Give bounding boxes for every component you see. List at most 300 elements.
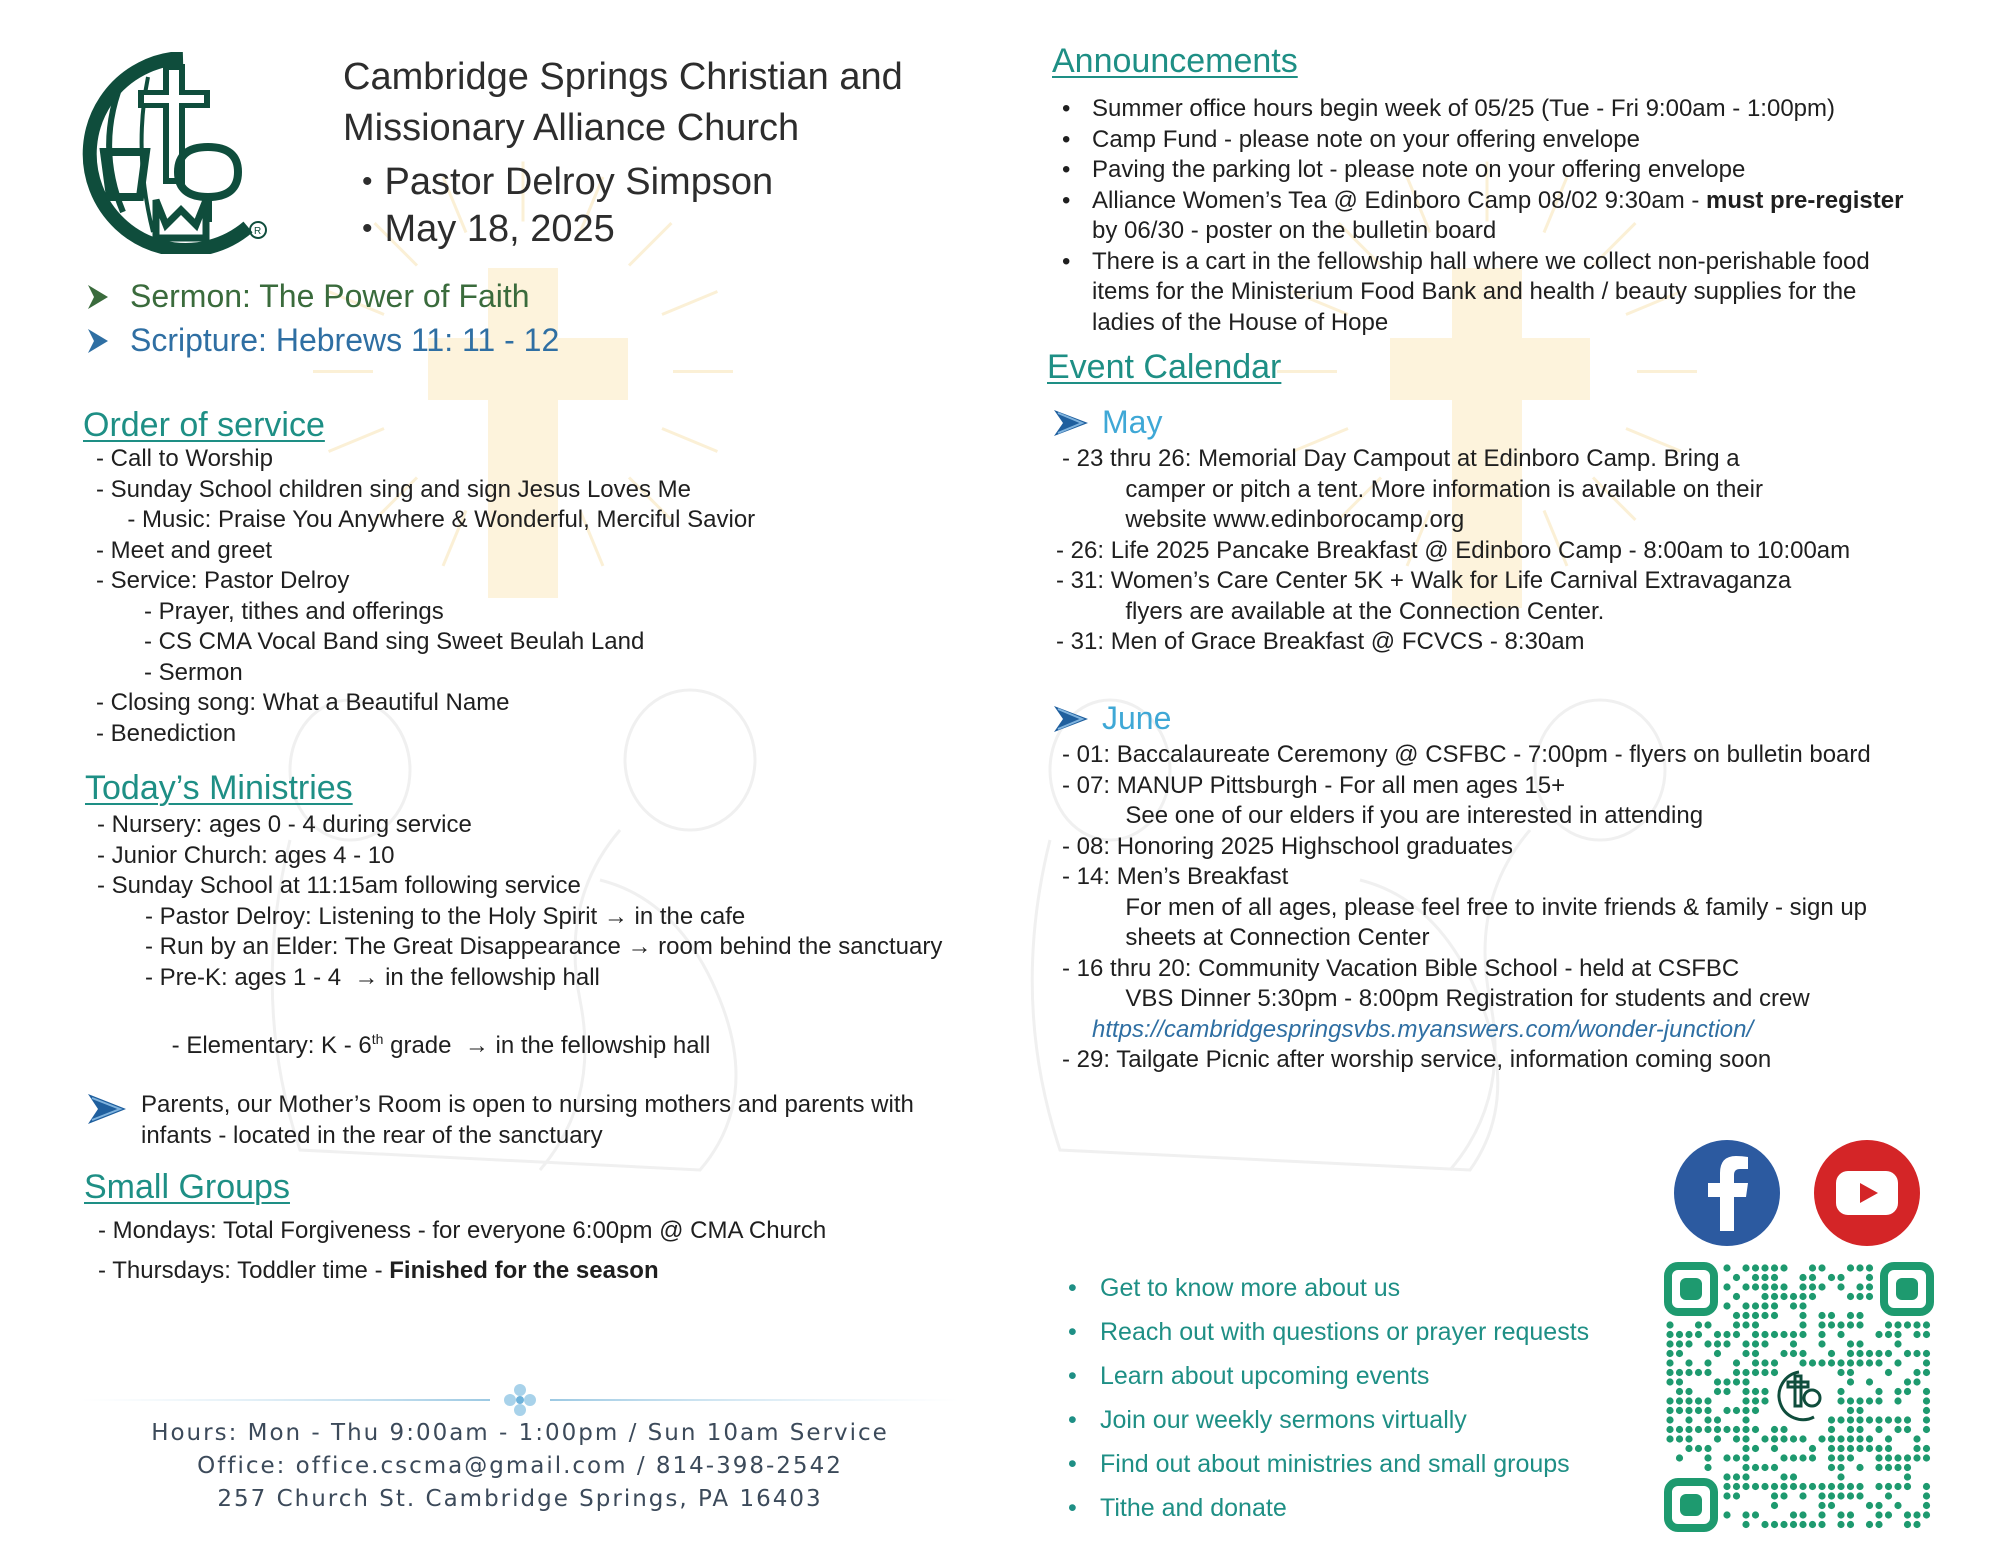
- qr-module: [1809, 1521, 1816, 1528]
- qr-module: [1866, 1445, 1873, 1452]
- june-events-list: [1062, 740, 1871, 1076]
- qr-module: [1733, 1274, 1740, 1281]
- qr-module: [1761, 1369, 1768, 1376]
- qr-module: [1771, 1426, 1778, 1433]
- qr-module: [1818, 1502, 1825, 1509]
- bulletin-date: • May 18, 2025: [362, 207, 773, 254]
- qr-module: [1676, 1340, 1683, 1347]
- qr-module: [1837, 1283, 1844, 1290]
- event-line: - 23 thru 26: Memorial Day Campout at Edinboro Camp. Bring a: [1062, 445, 1740, 472]
- qr-module: [1695, 1331, 1702, 1338]
- qr-module: [1904, 1416, 1911, 1423]
- qr-module: [1676, 1426, 1683, 1433]
- qr-module: [1771, 1483, 1778, 1490]
- qr-module: [1771, 1369, 1778, 1376]
- event-line: - 07: MANUP Pittsburgh - For all men ages 15+: [1062, 771, 1566, 799]
- qr-module: [1847, 1312, 1854, 1319]
- qr-module: [1885, 1492, 1892, 1499]
- qr-module: [1913, 1521, 1920, 1528]
- event-line: - 29: Tailgate Picnic after worship service, information coming soon: [1062, 1046, 1772, 1073]
- qr-module: [1771, 1293, 1778, 1300]
- qr-module: [1818, 1321, 1825, 1328]
- office-contact: Office: office.cscma@gmail.com / 814-398-2542: [197, 1453, 843, 1479]
- qr-module: [1894, 1321, 1901, 1328]
- list-item: - Elementary: K - 6th grade → in the fellowship hall: [151, 1030, 711, 1059]
- qr-module: [1714, 1378, 1721, 1385]
- qr-module: [1847, 1445, 1854, 1452]
- qr-module: [1809, 1274, 1816, 1281]
- qr-module: [1875, 1416, 1882, 1423]
- qr-module: [1761, 1340, 1768, 1347]
- qr-module: [1771, 1464, 1778, 1471]
- qr-module: [1714, 1388, 1721, 1395]
- qr-module: [1818, 1359, 1825, 1366]
- qr-module: [1742, 1312, 1749, 1319]
- qr-module: [1685, 1369, 1692, 1376]
- qr-module: [1809, 1264, 1816, 1271]
- qr-module: [1904, 1473, 1911, 1480]
- qr-module: [1752, 1274, 1759, 1281]
- qr-module: [1847, 1511, 1854, 1518]
- qr-module: [1666, 1378, 1673, 1385]
- facebook-icon[interactable]: [1674, 1140, 1780, 1246]
- todays-ministries-list: [97, 810, 942, 1092]
- qr-module: [1894, 1502, 1901, 1509]
- qr-module: [1913, 1435, 1920, 1442]
- qr-module: [1799, 1511, 1806, 1518]
- qr-module: [1685, 1426, 1692, 1433]
- qr-module: [1818, 1312, 1825, 1319]
- qr-module: [1666, 1340, 1673, 1347]
- qr-module: [1742, 1283, 1749, 1290]
- qr-module: [1856, 1492, 1863, 1499]
- list-item: - Sermon: [124, 658, 243, 686]
- qr-module: [1885, 1331, 1892, 1338]
- qr-module: [1676, 1397, 1683, 1404]
- qr-module: [1885, 1483, 1892, 1490]
- qr-module: [1875, 1521, 1882, 1528]
- qr-module: [1847, 1435, 1854, 1442]
- qr-module: [1742, 1407, 1749, 1414]
- qr-module: [1733, 1378, 1740, 1385]
- month-may: May: [1052, 404, 1162, 441]
- month-june: June: [1052, 700, 1171, 737]
- qr-module: [1856, 1350, 1863, 1357]
- qr-module: [1856, 1435, 1863, 1442]
- arrow-icon: [1052, 408, 1090, 438]
- qr-module: [1676, 1407, 1683, 1414]
- svg-text:R: R: [254, 226, 262, 237]
- qr-module: [1828, 1435, 1835, 1442]
- qr-module: [1809, 1454, 1816, 1461]
- qr-module: [1752, 1321, 1759, 1328]
- link-item[interactable]: • Get to know more about us: [1100, 1266, 1589, 1310]
- qr-module: [1894, 1464, 1901, 1471]
- qr-module: [1790, 1454, 1797, 1461]
- qr-module: [1866, 1416, 1873, 1423]
- list-item: - Closing song: What a Beautiful Name: [96, 689, 510, 716]
- qr-module: [1904, 1483, 1911, 1490]
- qr-module: [1685, 1340, 1692, 1347]
- event-calendar-title: Event Calendar: [1047, 348, 1282, 386]
- qr-module: [1771, 1502, 1778, 1509]
- qr-module: [1752, 1407, 1759, 1414]
- qr-module: [1685, 1359, 1692, 1366]
- qr-module: [1790, 1302, 1797, 1309]
- qr-module: [1733, 1483, 1740, 1490]
- qr-module: [1866, 1521, 1873, 1528]
- qr-module: [1847, 1321, 1854, 1328]
- qr-module: [1875, 1397, 1882, 1404]
- qr-module: [1913, 1445, 1920, 1452]
- qr-module: [1866, 1264, 1873, 1271]
- qr-module: [1799, 1521, 1806, 1528]
- qr-module: [1818, 1435, 1825, 1442]
- qr-module: [1856, 1293, 1863, 1300]
- announcements-title: Announcements: [1052, 42, 1298, 80]
- qr-module: [1695, 1445, 1702, 1452]
- qr-module: [1809, 1283, 1816, 1290]
- qr-module: [1742, 1473, 1749, 1480]
- qr-module: [1742, 1378, 1749, 1385]
- qr-module: [1752, 1359, 1759, 1366]
- qr-module: [1742, 1416, 1749, 1423]
- announcements-list: [1092, 94, 1922, 338]
- qr-module: [1666, 1397, 1673, 1404]
- qr-module: [1714, 1340, 1721, 1347]
- qr-module: [1685, 1416, 1692, 1423]
- announcement-item: • Alliance Women’s Tea @ Edinboro Camp 08/02 9:30am - must pre-register by 06/30 - poster on the bulletin board: [1092, 186, 1922, 247]
- qr-module: [1923, 1426, 1930, 1433]
- qr-module: [1894, 1483, 1901, 1490]
- qr-module: [1799, 1492, 1806, 1499]
- qr-module: [1723, 1473, 1730, 1480]
- qr-module: [1828, 1426, 1835, 1433]
- qr-module: [1723, 1378, 1730, 1385]
- qr-module: [1685, 1435, 1692, 1442]
- qr-module: [1685, 1397, 1692, 1404]
- event-line: - 16 thru 20: Community Vacation Bible School - held at CSFBC: [1062, 954, 1740, 982]
- qr-module: [1847, 1378, 1854, 1385]
- qr-module: [1723, 1407, 1730, 1414]
- todays-ministries-title: Today’s Ministries: [85, 769, 353, 807]
- qr-module: [1790, 1435, 1797, 1442]
- qr-module: [1875, 1445, 1882, 1452]
- qr-module: [1894, 1331, 1901, 1338]
- mothers-room-line2: infants - located in the rear of the sanctuary: [141, 1121, 603, 1149]
- church-name: [343, 52, 943, 154]
- qr-module: [1866, 1435, 1873, 1442]
- qr-module: [1799, 1435, 1806, 1442]
- event-line: For men of all ages, please feel free to invite friends & family - sign up: [1092, 893, 1868, 921]
- qr-module: [1666, 1426, 1673, 1433]
- qr-module: [1752, 1464, 1759, 1471]
- qr-module: [1704, 1340, 1711, 1347]
- qr-module: [1714, 1331, 1721, 1338]
- qr-module: [1742, 1388, 1749, 1395]
- qr-module: [1847, 1521, 1854, 1528]
- qr-module: [1704, 1321, 1711, 1328]
- qr-module: [1752, 1426, 1759, 1433]
- qr-module: [1913, 1321, 1920, 1328]
- qr-module: [1704, 1464, 1711, 1471]
- link-item[interactable]: • Join our weekly sermons virtually: [1100, 1398, 1589, 1442]
- qr-module: [1856, 1464, 1863, 1471]
- qr-module: [1904, 1321, 1911, 1328]
- qr-module: [1761, 1283, 1768, 1290]
- qr-module: [1780, 1426, 1787, 1433]
- qr-module: [1723, 1283, 1730, 1290]
- qr-module: [1837, 1321, 1844, 1328]
- qr-module: [1685, 1388, 1692, 1395]
- qr-module: [1761, 1359, 1768, 1366]
- facebook-f-icon: [1702, 1155, 1752, 1231]
- qr-module: [1923, 1359, 1930, 1366]
- qr-module: [1837, 1274, 1844, 1281]
- qr-module: [1742, 1435, 1749, 1442]
- qr-module: [1666, 1407, 1673, 1414]
- list-item: - Nursery: ages 0 - 4 during service: [97, 811, 472, 838]
- qr-module: [1733, 1454, 1740, 1461]
- qr-module: [1809, 1445, 1816, 1452]
- small-group-monday: - Mondays: Total Forgiveness - for everyone 6:00pm @ CMA Church: [98, 1217, 827, 1244]
- qr-module: [1875, 1502, 1882, 1509]
- qr-module: [1837, 1369, 1844, 1376]
- qr-module: [1704, 1397, 1711, 1404]
- qr-module: [1799, 1283, 1806, 1290]
- header-details: [362, 160, 773, 254]
- qr-module: [1847, 1397, 1854, 1404]
- qr-module: [1856, 1264, 1863, 1271]
- qr-module: [1761, 1312, 1768, 1319]
- qr-module: [1913, 1369, 1920, 1376]
- qr-module: [1885, 1350, 1892, 1357]
- event-line: - 26: Life 2025 Pancake Breakfast @ Edinboro Camp - 8:00am to 10:00am: [1056, 536, 1851, 564]
- qr-module: [1875, 1511, 1882, 1518]
- qr-module: [1799, 1312, 1806, 1319]
- qr-code[interactable]: [1664, 1262, 1934, 1532]
- qr-module: [1771, 1264, 1778, 1271]
- qr-module: [1742, 1264, 1749, 1271]
- qr-module: [1923, 1483, 1930, 1490]
- qr-module: [1837, 1359, 1844, 1366]
- event-line: - 31: Women’s Care Center 5K + Walk for Life Carnival Extravaganza: [1056, 567, 1792, 594]
- qr-module: [1761, 1483, 1768, 1490]
- arrow-icon: [86, 283, 110, 311]
- qr-module: [1666, 1331, 1673, 1338]
- qr-module: [1752, 1331, 1759, 1338]
- qr-module: [1780, 1473, 1787, 1480]
- qr-module: [1733, 1492, 1740, 1499]
- qr-module: [1780, 1264, 1787, 1271]
- qr-module: [1885, 1511, 1892, 1518]
- list-item: - Service: Pastor Delroy: [96, 567, 350, 594]
- qr-module: [1666, 1350, 1673, 1357]
- qr-module: [1799, 1359, 1806, 1366]
- vbs-link[interactable]: https://cambridgespringsvbs.myanswers.com/wonder-junction/: [1092, 1015, 1754, 1043]
- qr-module: [1714, 1416, 1721, 1423]
- qr-module: [1923, 1407, 1930, 1414]
- qr-module: [1885, 1369, 1892, 1376]
- qr-module: [1780, 1293, 1787, 1300]
- qr-module: [1704, 1369, 1711, 1376]
- church-address: 257 Church St. Cambridge Springs, PA 16403: [217, 1486, 823, 1512]
- qr-module: [1923, 1388, 1930, 1395]
- qr-module: [1780, 1483, 1787, 1490]
- qr-module: [1799, 1302, 1806, 1309]
- qr-module: [1856, 1426, 1863, 1433]
- qr-module: [1875, 1388, 1882, 1395]
- qr-module: [1923, 1369, 1930, 1376]
- qr-module: [1885, 1416, 1892, 1423]
- arrow-icon: [86, 327, 110, 355]
- qr-module: [1761, 1274, 1768, 1281]
- qr-module: [1790, 1350, 1797, 1357]
- qr-module: [1828, 1416, 1835, 1423]
- announcement-item: • Paving the parking lot - please note on your offering envelope: [1092, 155, 1922, 186]
- qr-module: [1790, 1511, 1797, 1518]
- qr-module: [1923, 1492, 1930, 1499]
- qr-module: [1856, 1407, 1863, 1414]
- qr-module: [1875, 1464, 1882, 1471]
- event-line: flyers are available at the Connection Center.: [1092, 597, 1605, 625]
- qr-module: [1723, 1483, 1730, 1490]
- link-item[interactable]: • Reach out with questions or prayer requests: [1100, 1310, 1589, 1354]
- youtube-icon[interactable]: [1814, 1140, 1920, 1246]
- qr-module: [1847, 1359, 1854, 1366]
- qr-module: [1856, 1312, 1863, 1319]
- qr-module: [1790, 1521, 1797, 1528]
- qr-module: [1742, 1321, 1749, 1328]
- qr-module: [1704, 1416, 1711, 1423]
- qr-module: [1790, 1473, 1797, 1480]
- qr-module: [1780, 1521, 1787, 1528]
- list-item: - Benediction: [96, 719, 237, 747]
- qr-module: [1676, 1369, 1683, 1376]
- qr-module: [1913, 1511, 1920, 1518]
- qr-module: [1856, 1340, 1863, 1347]
- qr-module: [1676, 1350, 1683, 1357]
- announcement-item: • Camp Fund - please note on your offering envelope: [1092, 125, 1922, 156]
- link-item[interactable]: • Find out about ministries and small groups: [1100, 1442, 1589, 1486]
- qr-module: [1733, 1426, 1740, 1433]
- qr-module: [1894, 1416, 1901, 1423]
- qr-module: [1799, 1274, 1806, 1281]
- qr-module: [1913, 1331, 1920, 1338]
- qr-module: [1704, 1426, 1711, 1433]
- qr-module: [1666, 1416, 1673, 1423]
- qr-module: [1837, 1473, 1844, 1480]
- event-line: - 01: Baccalaureate Ceremony @ CSFBC - 7:00pm - flyers on bulletin board: [1062, 741, 1871, 768]
- qr-module: [1733, 1407, 1740, 1414]
- link-item[interactable]: • Tithe and donate: [1100, 1486, 1589, 1530]
- qr-module: [1752, 1340, 1759, 1347]
- qr-module: [1676, 1435, 1683, 1442]
- qr-module: [1904, 1464, 1911, 1471]
- qr-module: [1818, 1331, 1825, 1338]
- qr-module: [1704, 1445, 1711, 1452]
- qr-module: [1733, 1369, 1740, 1376]
- qr-module: [1752, 1483, 1759, 1490]
- qr-module: [1780, 1435, 1787, 1442]
- event-line: - 08: Honoring 2025 Highschool graduates: [1062, 832, 1513, 860]
- qr-module: [1818, 1283, 1825, 1290]
- qr-module: [1771, 1445, 1778, 1452]
- qr-module: [1771, 1331, 1778, 1338]
- qr-module: [1837, 1397, 1844, 1404]
- qr-module: [1818, 1511, 1825, 1518]
- qr-module: [1923, 1350, 1930, 1357]
- qr-module: [1856, 1416, 1863, 1423]
- qr-module: [1723, 1426, 1730, 1433]
- qr-module: [1923, 1397, 1930, 1404]
- qr-module: [1828, 1502, 1835, 1509]
- qr-module: [1714, 1435, 1721, 1442]
- qr-module: [1837, 1331, 1844, 1338]
- qr-module: [1913, 1454, 1920, 1461]
- qr-module: [1818, 1483, 1825, 1490]
- qr-module: [1885, 1454, 1892, 1461]
- qr-module: [1742, 1340, 1749, 1347]
- list-item: - Music: Praise You Anywhere & Wonderful, Merciful Savior: [114, 506, 756, 533]
- qr-module: [1866, 1283, 1873, 1290]
- qr-module: [1742, 1350, 1749, 1357]
- qr-module: [1885, 1464, 1892, 1471]
- qr-module: [1875, 1483, 1882, 1490]
- qr-module: [1704, 1407, 1711, 1414]
- qr-module: [1790, 1331, 1797, 1338]
- qr-module: [1771, 1435, 1778, 1442]
- qr-module: [1847, 1350, 1854, 1357]
- announcement-item: • There is a cart in the fellowship hall where we collect non-perishable food items for the Ministerium Food Bank and health / beauty supplies for the ladies of the House of Hope: [1092, 247, 1922, 339]
- qr-module: [1809, 1293, 1816, 1300]
- qr-module: [1847, 1340, 1854, 1347]
- list-item: - Pastor Delroy: Listening to the Holy Spirit → in the cafe: [125, 902, 746, 930]
- qr-module: [1885, 1321, 1892, 1328]
- qr-module: [1714, 1350, 1721, 1357]
- mothers-room-note: [141, 1090, 914, 1151]
- qr-module: [1904, 1378, 1911, 1385]
- qr-module: [1771, 1283, 1778, 1290]
- qr-module: [1780, 1454, 1787, 1461]
- qr-module: [1923, 1331, 1930, 1338]
- qr-module: [1752, 1397, 1759, 1404]
- qr-module: [1771, 1312, 1778, 1319]
- qr-module: [1904, 1521, 1911, 1528]
- qr-module: [1742, 1454, 1749, 1461]
- qr-module: [1733, 1359, 1740, 1366]
- qr-module: [1856, 1321, 1863, 1328]
- qr-module: [1733, 1321, 1740, 1328]
- qr-module: [1723, 1264, 1730, 1271]
- qr-module: [1723, 1454, 1730, 1461]
- qr-module: [1913, 1378, 1920, 1385]
- qr-module: [1695, 1407, 1702, 1414]
- link-item[interactable]: • Learn about upcoming events: [1100, 1354, 1589, 1398]
- qr-module: [1837, 1464, 1844, 1471]
- qr-module: [1894, 1359, 1901, 1366]
- qr-module: [1752, 1369, 1759, 1376]
- qr-module: [1676, 1378, 1683, 1385]
- list-item: - Sunday School children sing and sign Jesus Loves Me: [96, 475, 692, 503]
- qr-module: [1818, 1264, 1825, 1271]
- qr-module: [1828, 1350, 1835, 1357]
- qr-module: [1866, 1293, 1873, 1300]
- qr-module: [1723, 1492, 1730, 1499]
- qr-module: [1799, 1483, 1806, 1490]
- order-of-service-list: [96, 444, 755, 749]
- qr-module: [1723, 1388, 1730, 1395]
